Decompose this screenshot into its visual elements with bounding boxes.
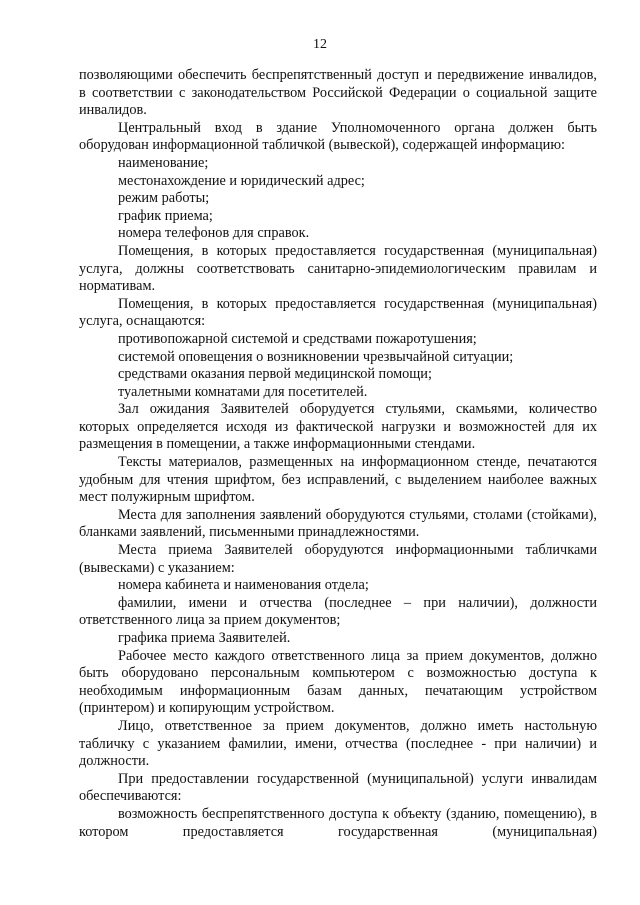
- list-item: местонахождение и юридический адрес;: [118, 172, 365, 189]
- paragraph: Места приема Заявителей оборудуются информационными табличками (вывесками) с указанием:: [79, 542, 597, 576]
- document-body: [79, 67, 597, 841]
- paragraph: Рабочее место каждого ответственного лица за прием документов, должно быть оборудовано персональным компьютером с возможностью доступа к необходимым информационным базам данных, печатающим устройством (принтером) и копирующим устройством.: [79, 647, 597, 717]
- paragraph: Помещения, в которых предоставляется государственная (муниципальная) услуга, должны соответствовать санитарно-эпидемиологическим правилам и нормативам.: [79, 242, 597, 295]
- list-item: возможность беспрепятственного доступа к объекту (зданию, помещению), в котором предоставляется государственная (муниципальная): [79, 805, 597, 840]
- list-item: номера телефонов для справок.: [118, 225, 310, 242]
- list-item: графика приема Заявителей.: [118, 630, 291, 646]
- list-item: график приема;: [118, 207, 213, 224]
- page-number: 12: [313, 37, 327, 52]
- paragraph: Центральный вход в здание Уполномоченного органа должен быть оборудован информационной табличкой (вывеской), содержащей информацию:: [79, 119, 597, 154]
- paragraph: Лицо, ответственное за прием документов, должно иметь настольную табличку с указанием фамилии, имени, отчества (последнее - при наличии) и должности.: [79, 717, 597, 770]
- list-item: противопожарной системой и средствами пожаротушения;: [118, 330, 477, 347]
- list-item: наименование;: [118, 154, 209, 171]
- paragraph-continuation: позволяющими обеспечить беспрепятственный доступ и передвижение инвалидов, в соответствии с законодательством Российской Федерации о социальной защите инвалидов.: [79, 67, 597, 119]
- paragraph: Помещения, в которых предоставляется государственная (муниципальная) услуга, оснащаются:: [79, 295, 597, 330]
- list-item: режим работы;: [118, 190, 210, 207]
- list-item: туалетными комнатами для посетителей.: [118, 383, 368, 400]
- paragraph: При предоставлении государственной (муниципальной) услуги инвалидам обеспечиваются:: [79, 770, 597, 805]
- list-item: системой оповещения о возникновении чрезвычайной ситуации;: [118, 348, 514, 365]
- paragraph: Тексты материалов, размещенных на информационном стенде, печатаются удобным для чтения шрифтом, без исправлений, с выделением наиболее важных мест полужирным шрифтом.: [79, 454, 597, 506]
- paragraph: Места для заполнения заявлений оборудуются стульями, столами (стойками), бланками заявлений, письменными принадлежностями.: [79, 506, 597, 541]
- list-item: фамилии, имени и отчества (последнее – при наличии), должности ответственного лица за прием документов;: [79, 594, 597, 629]
- list-item: средствами оказания первой медицинской помощи;: [118, 366, 432, 383]
- paragraph: Зал ожидания Заявителей оборудуется стульями, скамьями, количество которых определяется исходя из фактической нагрузки и возможностей для их размещения в помещении, а также информационными стендами.: [79, 401, 597, 453]
- list-item: номера кабинета и наименования отдела;: [118, 577, 369, 594]
